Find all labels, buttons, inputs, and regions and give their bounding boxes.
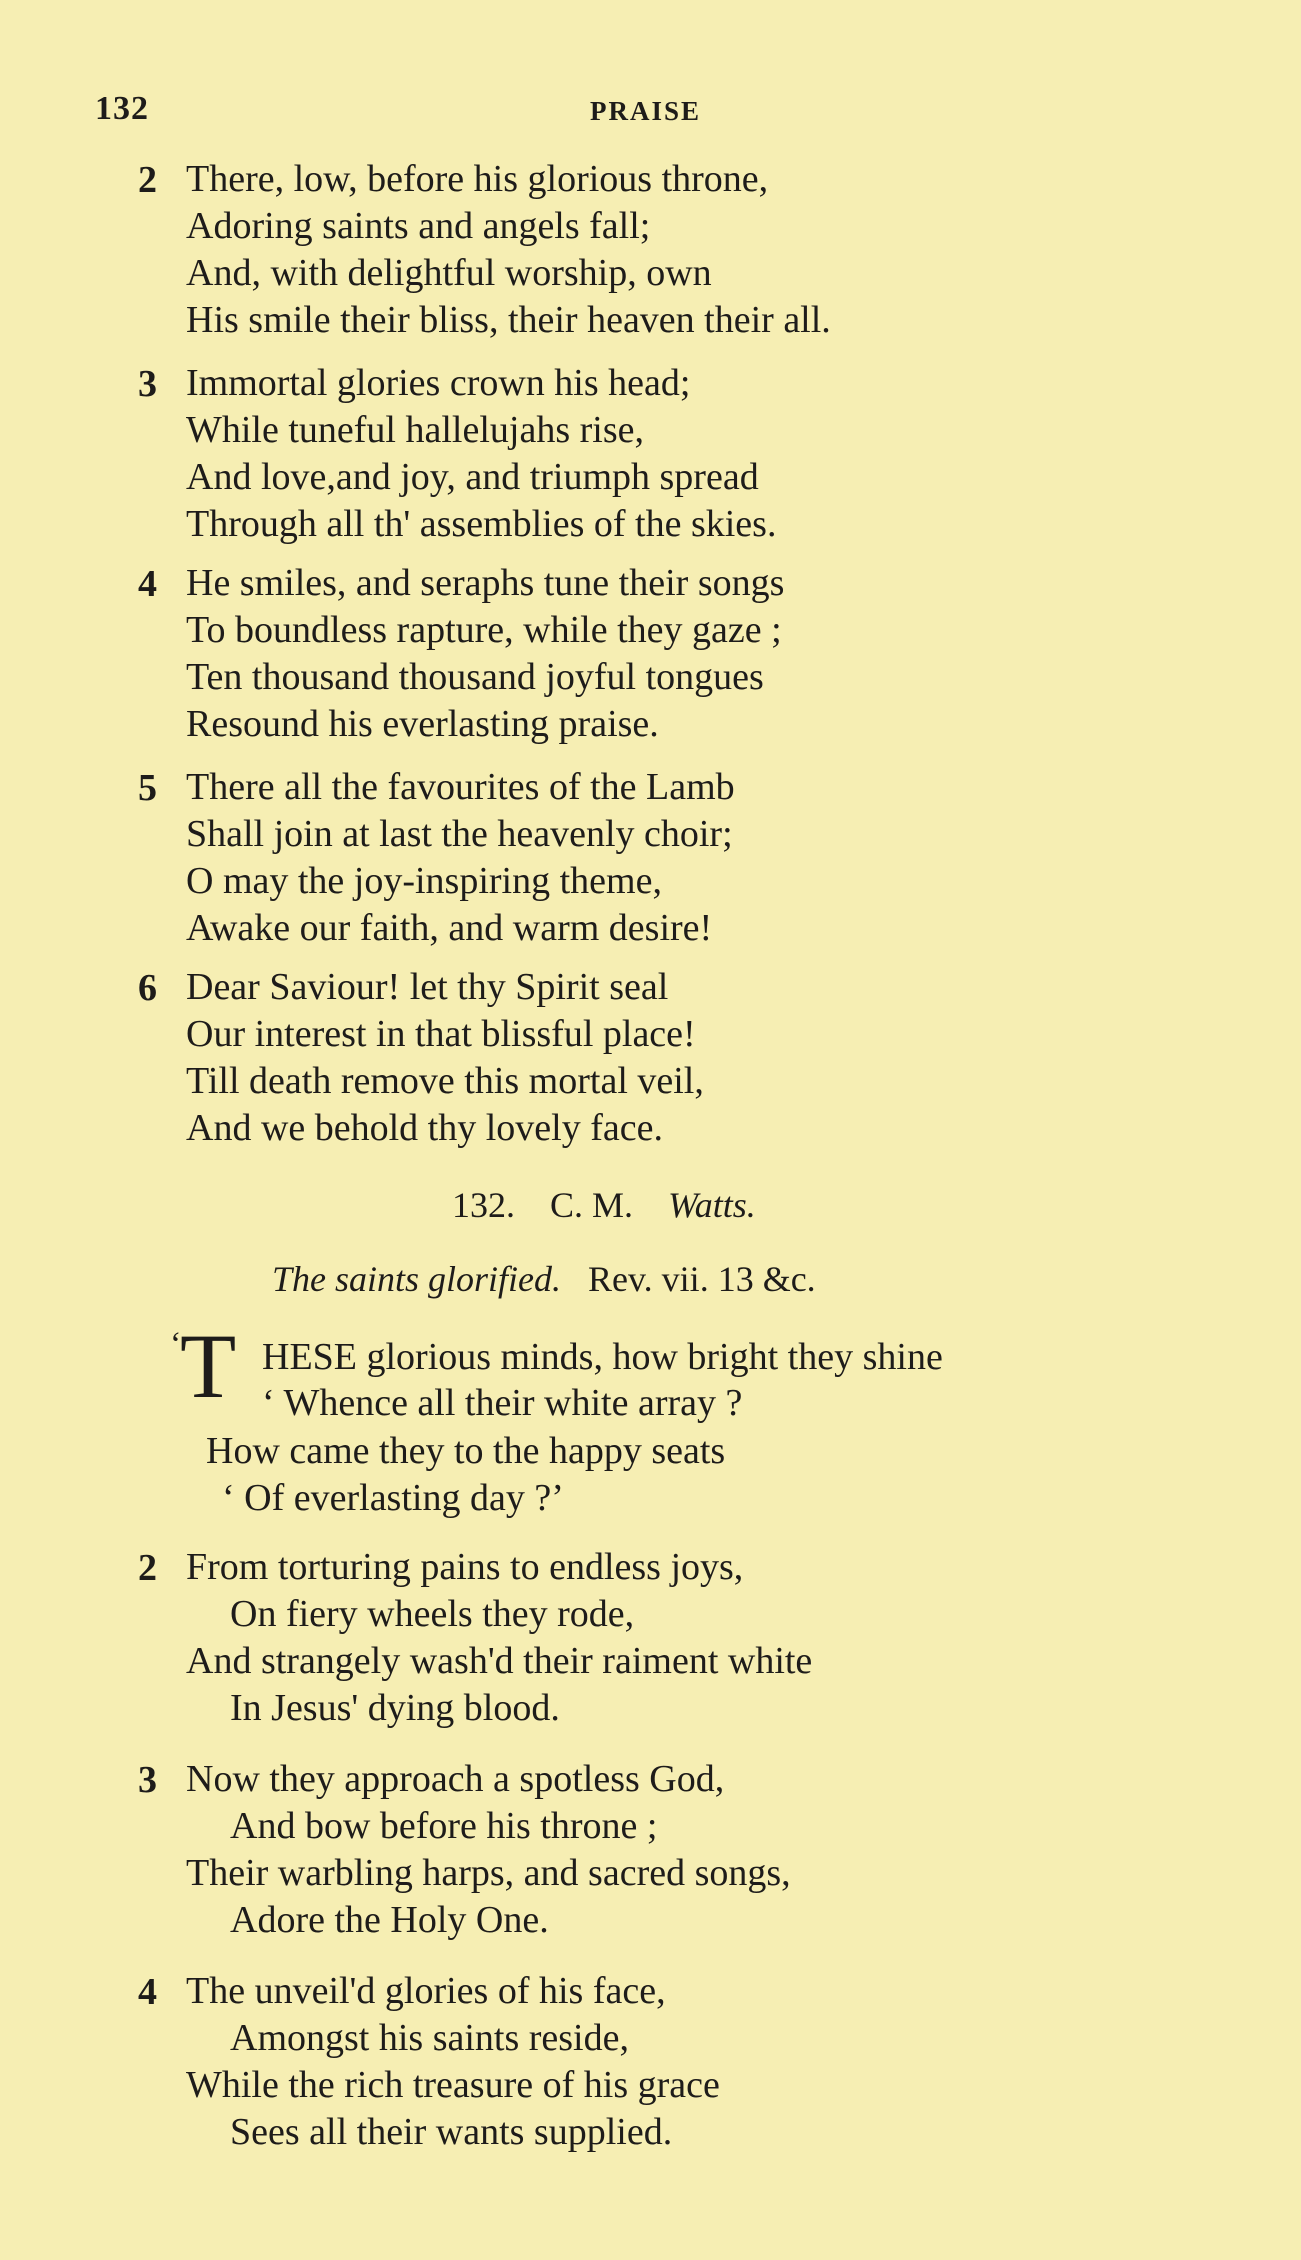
hymn-heading <box>452 1184 756 1226</box>
verse-line: His smile their bliss, their heaven their all. <box>186 299 831 341</box>
verse-line: The unveil'd glories of his face, <box>186 1970 666 2012</box>
verse-line: Awake our faith, and warm desire! <box>186 907 713 949</box>
verse-line: Ten thousand thousand joyful tongues <box>186 656 764 698</box>
stanza-number: 5 <box>138 767 157 809</box>
opening-quote: ‘ <box>170 1326 182 1363</box>
verse-line: He smiles, and seraphs tune their songs <box>186 562 785 604</box>
scripture-reference: Rev. vii. 13 &c. <box>588 1259 816 1299</box>
drop-cap-letter: T <box>180 1315 237 1417</box>
hymn-title: The saints glorified. <box>272 1259 562 1299</box>
verse-line: And we behold thy lovely face. <box>186 1107 663 1149</box>
verse-line: Through all th' assemblies of the skies. <box>186 503 777 545</box>
verse-line: HESE glorious minds, how bright they shine <box>262 1336 943 1378</box>
stanza-number: 4 <box>138 563 157 605</box>
verse-line: Their warbling harps, and sacred songs, <box>186 1852 791 1894</box>
page-number: 132 <box>95 90 149 127</box>
verse-line: Dear Saviour! let thy Spirit seal <box>186 966 669 1008</box>
verse-line: Adoring saints and angels fall; <box>186 205 651 247</box>
hymn-meter: C. M. <box>550 1185 634 1225</box>
stanza-number: 6 <box>138 967 157 1009</box>
running-head: PRAISE <box>590 96 702 126</box>
stanza-number: 2 <box>138 1547 157 1589</box>
verse-line: And strangely wash'd their raiment white <box>186 1640 813 1682</box>
verse-line: ‘ Of everlasting day ?’ <box>222 1477 564 1519</box>
verse-line: From torturing pains to endless joys, <box>186 1546 744 1588</box>
verse-line: In Jesus' dying blood. <box>230 1687 560 1729</box>
verse-line: There all the favourites of the Lamb <box>186 766 735 808</box>
verse-line: Adore the Holy One. <box>230 1899 549 1941</box>
hymn-subtitle <box>272 1258 816 1300</box>
verse-line: Now they approach a spotless God, <box>186 1758 725 1800</box>
verse-line: While tuneful hallelujahs rise, <box>186 409 644 451</box>
verse-line: Immortal glories crown his head; <box>186 362 691 404</box>
hymn-author: Watts. <box>668 1185 756 1225</box>
verse-line: And, with delightful worship, own <box>186 252 712 294</box>
hymn-number: 132. <box>452 1185 515 1225</box>
stanza-number: 2 <box>138 159 157 201</box>
verse-line: And bow before his throne ; <box>230 1805 658 1847</box>
verse-line: ‘ Whence all their white array ? <box>262 1382 743 1424</box>
verse-line: On fiery wheels they rode, <box>230 1593 635 1635</box>
verse-line: Our interest in that blissful place! <box>186 1013 696 1055</box>
verse-line: While the rich treasure of his grace <box>186 2064 720 2106</box>
verse-line: Shall join at last the heavenly choir; <box>186 813 733 855</box>
verse-line: There, low, before his glorious throne, <box>186 158 769 200</box>
verse-line: O may the joy-inspiring theme, <box>186 860 662 902</box>
verse-line: And love,and joy, and triumph spread <box>186 456 759 498</box>
verse-line: To boundless rapture, while they gaze ; <box>186 609 782 651</box>
verse-line: Resound his everlasting praise. <box>186 703 659 745</box>
verse-line: Amongst his saints reside, <box>230 2017 629 2059</box>
verse-line: How came they to the happy seats <box>206 1430 726 1472</box>
stanza-number: 3 <box>138 1759 157 1801</box>
verse-line: Till death remove this mortal veil, <box>186 1060 704 1102</box>
stanza-number: 3 <box>138 363 157 405</box>
stanza-number: 4 <box>138 1971 157 2013</box>
verse-line: Sees all their wants supplied. <box>230 2111 673 2153</box>
